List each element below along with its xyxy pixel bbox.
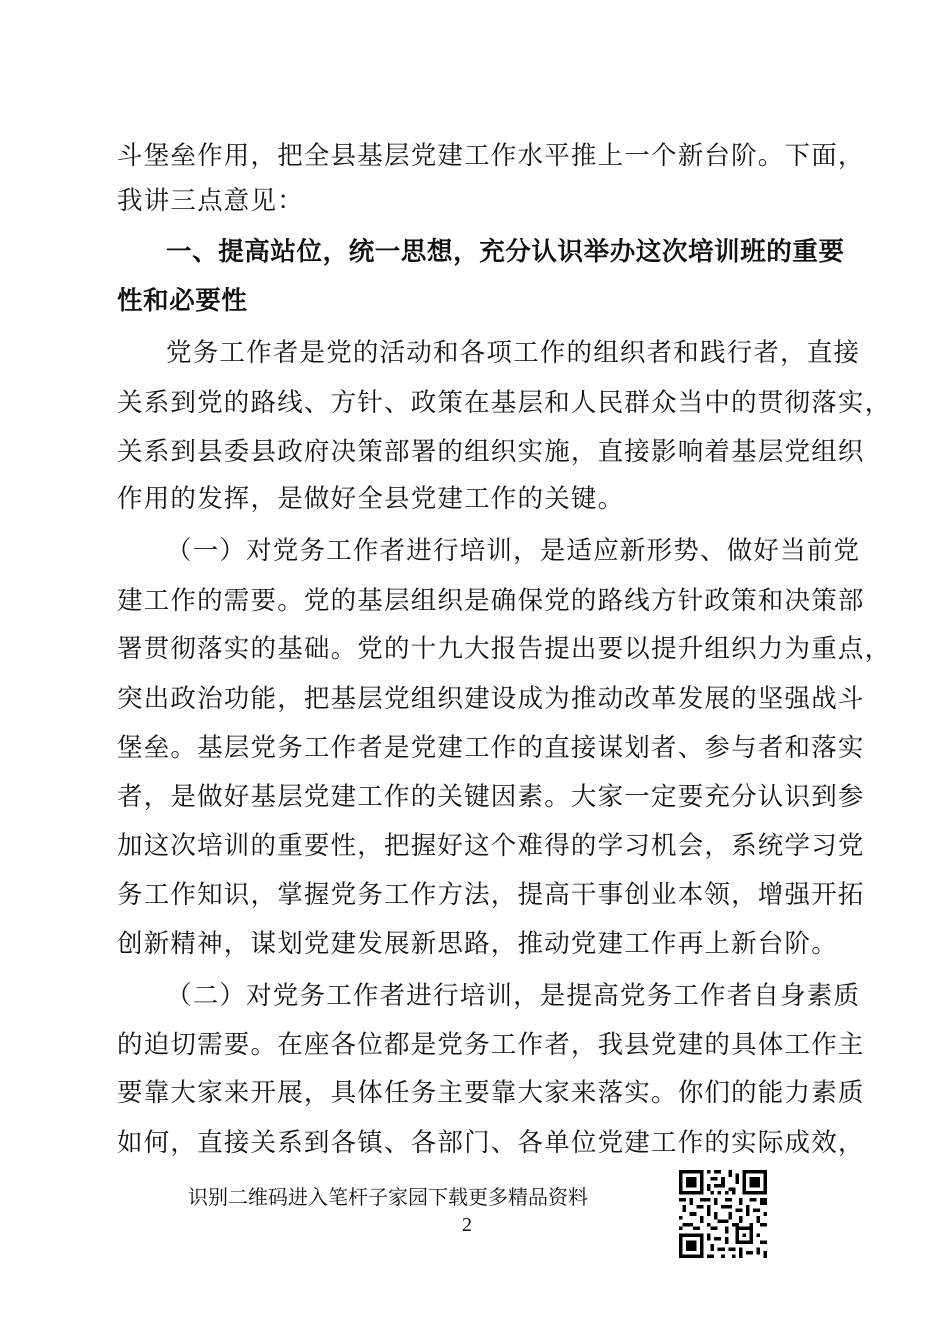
body-text-line: （一）对党务工作者进行培训，是适应新形势、做好当前党 [166,536,861,566]
body-text-line: 务工作知识，掌握党务工作方法，提高干事创业本领，增强开拓 [117,880,865,910]
body-text-line: 党务工作者是党的活动和各项工作的组织者和践行者，直接 [166,338,861,368]
body-text-line: 署贯彻落实的基础。党的十九大报告提出要以提升组织力为重点， [117,634,892,664]
body-text-line: 如何，直接关系到各镇、各部门、各单位党建工作的实际成效， [117,1128,865,1158]
body-text-line: 加这次培训的重要性，把握好这个难得的学习机会，系统学习党 [117,831,865,861]
body-text-line: 关系到县委县政府决策部署的组织实施，直接影响着基层党组织 [117,437,865,467]
body-text-line: 我讲三点意见： [117,186,304,216]
page-number: 2 [462,1214,472,1236]
qr-code-icon[interactable] [679,1170,767,1258]
section-heading: 性和必要性 [117,286,248,316]
body-text-line: 关系到党的路线、方针、政策在基层和人民群众当中的贯彻落实， [117,388,892,418]
body-text-line: （二）对党务工作者进行培训，是提高党务工作者自身素质 [166,981,861,1011]
body-text-line: 建工作的需要。党的基层组织是确保党的路线方针政策和决策部 [117,586,865,616]
body-text-line: 要靠大家来开展，具体任务主要靠大家来落实。你们的能力素质 [117,1078,865,1108]
body-text-line: 突出政治功能，把基层党组织建设成为推动改革发展的坚强战斗 [117,684,865,714]
body-text-line: 的迫切需要。在座各位都是党务工作者，我县党建的具体工作主 [117,1030,865,1060]
body-text-line: 创新精神，谋划党建发展新思路，推动党建工作再上新台阶。 [117,929,838,959]
body-text-line: 者，是做好基层党建工作的关键因素。大家一定要充分认识到参 [117,782,865,812]
section-heading: 一、提高站位，统一思想，充分认识举办这次培训班的重要 [166,237,845,267]
body-text-line: 作用的发挥，是做好全县党建工作的关键。 [117,484,625,514]
body-text-line: 堡垒。基层党务工作者是党建工作的直接谋划者、参与者和落实 [117,733,865,763]
body-text-line: 斗堡垒作用，把全县基层党建工作水平推上一个新台阶。下面， [117,141,865,171]
footer-promo-text: 识别二维码进入笔杆子家园下载更多精品资料 [188,1185,588,1209]
